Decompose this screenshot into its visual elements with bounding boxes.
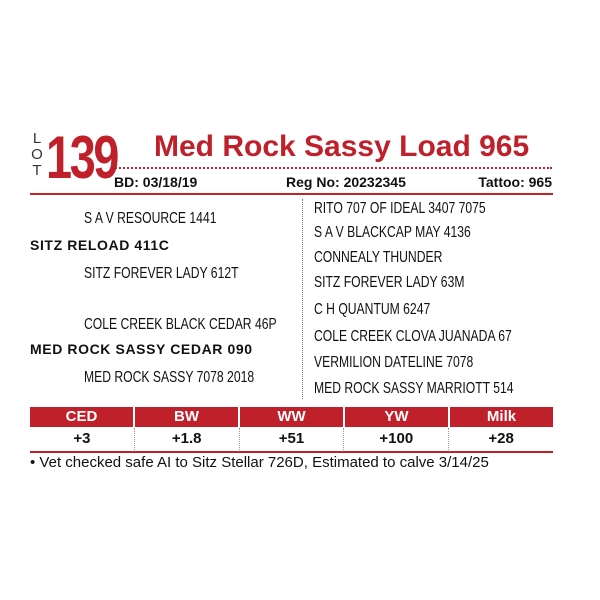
epd-value-yw: +100 [344, 428, 449, 450]
pedigree-divider [302, 199, 303, 399]
pedigree-sire: SITZ RELOAD 411C [30, 237, 170, 253]
lot-letter-o: O [31, 146, 43, 163]
tattoo-label: Tattoo: [478, 174, 525, 190]
pedigree-dam: MED ROCK SASSY CEDAR 090 [30, 341, 253, 357]
birth-date [114, 174, 197, 190]
epd-header-ww: WW [240, 407, 345, 427]
pedigree-ancestor: C H QUANTUM 6247 [314, 301, 431, 318]
epd-header-ced: CED [30, 407, 135, 427]
pedigree-ancestor: RITO 707 OF IDEAL 3407 7075 [314, 200, 486, 217]
pedigree-ancestor: SITZ FOREVER LADY 63M [314, 274, 465, 291]
pedigree-ancestor: MED ROCK SASSY MARRIOTT 514 [314, 380, 514, 397]
lot-number: 139 [46, 124, 118, 191]
reg-label: Reg No: [286, 174, 340, 190]
epd-value-ww: +51 [240, 428, 345, 450]
tattoo [478, 174, 552, 190]
registration-number [286, 174, 406, 190]
epd-value-ced: +3 [30, 428, 135, 450]
epd-value-bw: +1.8 [135, 428, 240, 450]
pedigree-ancestor: S A V BLACKCAP MAY 4136 [314, 224, 471, 241]
epd-header-milk: Milk [486, 408, 517, 425]
birth-date-label: BD: [114, 174, 139, 190]
reg-value: 20232345 [343, 174, 406, 190]
lot-letter-l: L [32, 130, 42, 147]
tattoo-value: 965 [528, 174, 552, 190]
epd-header-bw: BW [135, 407, 240, 427]
epd-value-row [30, 428, 553, 450]
pedigree-ancestor: CONNEALY THUNDER [314, 249, 443, 266]
lot-letter-t: T [32, 162, 42, 179]
header-divider [30, 193, 553, 195]
birth-date-value: 03/18/19 [142, 174, 198, 190]
footnote: • Vet checked safe AI to Sitz Stellar 726D, Estimated to calve 3/14/25 [30, 454, 489, 471]
lot-label [30, 131, 44, 179]
pedigree-ancestor: COLE CREEK CLOVA JUANADA 67 [314, 328, 512, 345]
pedigree-sire-sire: S A V RESOURCE 1441 [84, 210, 217, 227]
pedigree-ancestor: VERMILION DATELINE 7078 [314, 354, 474, 371]
epd-header-row [30, 407, 553, 427]
pedigree-sire-dam: SITZ FOREVER LADY 612T [84, 265, 239, 282]
title-dotted-rule [112, 167, 552, 169]
animal-name: Med Rock Sassy Load 965 [154, 130, 530, 163]
pedigree-dam-dam: MED ROCK SASSY 7078 2018 [84, 369, 255, 386]
epd-header-yw: YW [345, 407, 450, 427]
epd-divider [30, 451, 553, 453]
epd-value-milk: +28 [488, 430, 514, 447]
pedigree-dam-sire: COLE CREEK BLACK CEDAR 46P [84, 316, 277, 333]
